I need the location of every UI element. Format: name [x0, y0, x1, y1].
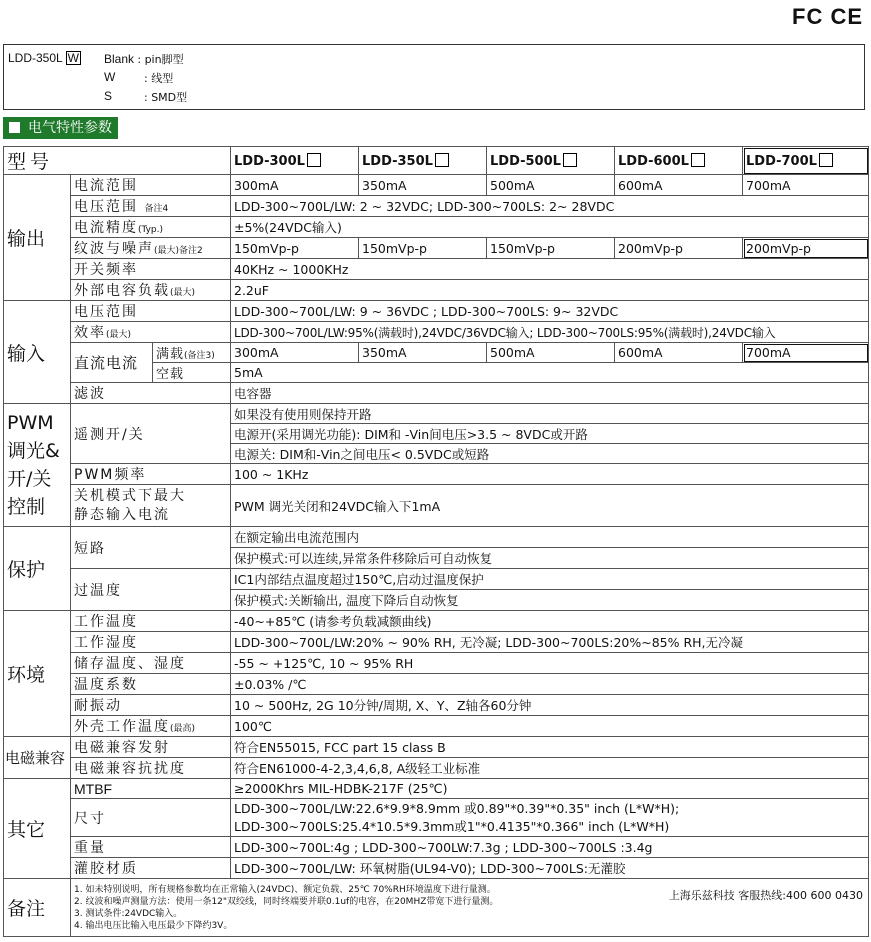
cell: LDD-300~700L:4g ; LDD-300~700LW:7.3g ; LDD-300~700LS :3.4g — [231, 837, 869, 858]
cell: 保护模式:关断输出, 温度下降后自动恢复 — [231, 590, 869, 611]
cell: 500mA — [487, 175, 615, 196]
row-label-line: 关机模式下最大 — [74, 487, 186, 504]
row-label-text: 外部电容负载 — [74, 283, 170, 299]
row-label-text: 外壳工作温度 — [74, 719, 170, 735]
table-row — [4, 799, 869, 837]
table-row — [4, 569, 869, 590]
row-label — [71, 280, 231, 301]
option-desc: : SMD型 — [144, 91, 188, 104]
model-col-600 — [615, 147, 743, 175]
checkbox-icon — [307, 153, 321, 167]
cell: 2.2uF — [231, 280, 869, 301]
table-row — [4, 196, 869, 217]
spec-table — [3, 146, 869, 937]
note-line: 1. 如未特别说明，所有规格参数均在正常输入(24VDC)、额定负载、25℃ 70%RH环境温度下进行量测。 — [74, 884, 496, 895]
row-note: (最大)备注2 — [154, 246, 203, 256]
cell: 保护模式:可以连续,异常条件移除后可自动恢复 — [231, 548, 869, 569]
row-label: 尺寸 — [71, 799, 231, 837]
row-label — [71, 196, 231, 217]
category-pwm — [4, 404, 71, 527]
cell: 150mVp-p — [487, 238, 615, 259]
row-label: 电磁兼容抗扰度 — [71, 758, 231, 779]
cell: 电源关: DIM和-Vin之间电压< 0.5VDC或短路 — [231, 444, 869, 464]
table-row — [4, 280, 869, 301]
row-label: 重量 — [71, 837, 231, 858]
cell: 350mA — [359, 175, 487, 196]
option-w — [104, 70, 115, 84]
cell: 700mA — [743, 343, 869, 363]
category-input: 输入 — [4, 301, 71, 404]
table-row — [4, 322, 869, 343]
row-label: 温度系数 — [71, 674, 231, 695]
model-col-350 — [359, 147, 487, 175]
cell: 符合EN61000-4-2,3,4,6,8, A级轻工业标准 — [231, 758, 869, 779]
table-row — [4, 716, 869, 737]
table-row — [4, 779, 869, 799]
header-row — [4, 147, 869, 175]
cell: 电容器 — [231, 383, 869, 404]
cell: LDD-300~700L/LW:95%(满载时),24VDC/36VDC输入; LDD-300~700LS:95%(满载时),24VDC输入 — [231, 322, 869, 343]
category-line: PWM — [7, 412, 54, 434]
row-label-text: 效率 — [74, 325, 106, 341]
cell: PWM 调光关闭和24VDC输入下1mA — [231, 485, 869, 527]
cell: LDD-300~700L/LW: 9 ~ 36VDC ; LDD-300~700LS: 9~ 32VDC — [231, 301, 869, 322]
checkbox-icon — [691, 153, 705, 167]
cell: 200mVp-p — [743, 238, 869, 259]
table-row — [4, 858, 869, 879]
row-label: 过温度 — [71, 569, 231, 611]
row-label: PWM频率 — [71, 464, 231, 485]
option-blank — [104, 51, 184, 67]
row-note: (最大) — [106, 330, 132, 340]
row-note: (Typ.) — [138, 225, 164, 235]
row-note: (最大) — [170, 288, 196, 298]
option-code: Blank — [104, 52, 135, 66]
model-suffix-box: W — [67, 51, 79, 65]
cell: ≥2000Khrs MIL-HDBK-217F (25℃) — [231, 779, 869, 799]
model-name: LDD-350L — [8, 51, 63, 65]
table-row — [4, 485, 869, 527]
category-notes: 备注 — [4, 879, 71, 937]
row-label: 遥测开/关 — [71, 404, 231, 464]
cell: 500mA — [487, 343, 615, 363]
cell: 600mA — [615, 175, 743, 196]
cell-line: LDD-300~700LS:25.4*10.5*9.3mm或1"*0.4135"*0.366" inch (L*W*H) — [234, 818, 670, 834]
model-options-box — [3, 44, 865, 110]
row-label-text: 纹波与噪声 — [74, 241, 154, 257]
model-col-text: LDD-500L — [490, 153, 561, 169]
cell: 40KHz ~ 1000KHz — [231, 259, 869, 280]
cell: -55 ~ +125℃, 10 ~ 95% RH — [231, 653, 869, 674]
row-note: (最高) — [170, 724, 196, 734]
cell: 600mA — [615, 343, 743, 363]
option-w-desc — [144, 70, 173, 86]
cell: 350mA — [359, 343, 487, 363]
table-row — [4, 238, 869, 259]
cell-line: LDD-300~700L/LW:22.6*9.9*8.9mm 或0.89"*0.39"*0.35" inch (L*W*H); — [234, 800, 680, 816]
cell: ±5%(24VDC输入) — [231, 217, 869, 238]
table-row — [4, 653, 869, 674]
cell: 100℃ — [231, 716, 869, 737]
section-title — [3, 117, 118, 139]
row-sublabel — [153, 343, 231, 363]
row-label — [71, 238, 231, 259]
table-row — [4, 632, 869, 653]
table-row — [4, 611, 869, 632]
cell: 10 ~ 500Hz, 2G 10分钟/周期, X、Y、Z轴各60分钟 — [231, 695, 869, 716]
cell: 如果没有使用则保持开路 — [231, 404, 869, 424]
cell: 700mA — [743, 175, 869, 196]
model-col-300 — [231, 147, 359, 175]
table-row — [4, 737, 869, 758]
option-s — [104, 89, 112, 103]
model-label: 型号 — [4, 147, 231, 175]
cell: 300mA — [231, 343, 359, 363]
table-row — [4, 758, 869, 779]
model-col-500 — [487, 147, 615, 175]
row-label: MTBF — [71, 779, 231, 799]
cell: 150mVp-p — [231, 238, 359, 259]
row-label-text: 满载 — [156, 347, 185, 362]
cell: 在额定输出电流范围内 — [231, 527, 869, 548]
cell: IC1内部结点温度超过150℃,启动过温度保护 — [231, 569, 869, 590]
row-label: 电压范围 — [71, 301, 231, 322]
model-col-text: LDD-700L — [746, 153, 817, 169]
row-label: 工作湿度 — [71, 632, 231, 653]
certification-logo: FC CE — [792, 4, 863, 29]
row-note: (备注3) — [184, 351, 215, 361]
row-label — [71, 716, 231, 737]
model-row-1 — [8, 51, 81, 65]
row-label: 短路 — [71, 527, 231, 569]
section-title-text: 电气特性参数 — [28, 120, 112, 136]
row-sublabel: 空载 — [153, 363, 231, 383]
option-code: S — [104, 89, 113, 103]
model-col-text: LDD-600L — [618, 153, 689, 169]
hotline-text: 上海乐兹科技 客服热线:400 600 0430 — [668, 889, 863, 902]
table-row — [4, 259, 869, 280]
row-label: 耐振动 — [71, 695, 231, 716]
row-label: 开关频率 — [71, 259, 231, 280]
cell: 电源开(采用调光功能): DIM和 -Vin间电压>3.5 ~ 8VDC或开路 — [231, 424, 869, 444]
model-col-700 — [743, 147, 869, 175]
cell: 5mA — [231, 363, 869, 383]
cell: 150mVp-p — [359, 238, 487, 259]
note-line: 4. 输出电压比输入电压最少下降约3V。 — [74, 920, 233, 931]
row-label — [71, 485, 231, 527]
row-label — [71, 217, 231, 238]
cell: 100 ~ 1KHz — [231, 464, 869, 485]
option-code: W — [104, 70, 116, 84]
table-row — [4, 301, 869, 322]
category-output: 输出 — [4, 175, 71, 301]
square-icon — [9, 122, 20, 133]
row-label-text: 电流精度 — [74, 220, 138, 236]
note-line: 3. 测试条件:24VDC输入。 — [74, 908, 183, 919]
table-row — [4, 175, 869, 196]
cell: ±0.03% /℃ — [231, 674, 869, 695]
row-label: 储存温度、湿度 — [71, 653, 231, 674]
table-row — [4, 217, 869, 238]
checkbox-icon — [819, 153, 833, 167]
table-row — [4, 695, 869, 716]
table-row — [4, 464, 869, 485]
row-label: 电磁兼容发射 — [71, 737, 231, 758]
checkbox-icon — [563, 153, 577, 167]
table-row — [4, 404, 869, 424]
row-label — [71, 322, 231, 343]
cell: LDD-300~700L/LW: 环氧树脂(UL94-V0); LDD-300~700LS:无灌胶 — [231, 858, 869, 879]
row-label-line: 静态输入电流 — [74, 506, 170, 523]
row-label: 灌胶材质 — [71, 858, 231, 879]
row-label: 工作温度 — [71, 611, 231, 632]
option-s-desc — [144, 89, 187, 105]
category-line: 调光& — [7, 440, 60, 462]
row-note: 备注4 — [144, 204, 169, 214]
note-line: 2. 纹波和噪声测量方法：使用一条12"双绞线，同时终端要并联0.1uf的电容，在20MHZ带宽下进行量测。 — [74, 896, 499, 907]
cell — [231, 799, 869, 837]
cell: LDD-300~700L/LW:20% ~ 90% RH, 无冷凝; LDD-300~700LS:20%~85% RH,无冷凝 — [231, 632, 869, 653]
cell: 符合EN55015, FCC part 15 class B — [231, 737, 869, 758]
option-desc: : 线型 — [144, 72, 174, 85]
cell: 300mA — [231, 175, 359, 196]
table-row — [4, 527, 869, 548]
category-env: 环境 — [4, 611, 71, 737]
model-col-text: LDD-350L — [362, 153, 433, 169]
checkbox-icon — [435, 153, 449, 167]
category-other: 其它 — [4, 779, 71, 879]
row-label: 滤波 — [71, 383, 231, 404]
table-row — [4, 674, 869, 695]
cell: LDD-300~700L/LW: 2 ~ 32VDC; LDD-300~700LS: 2~ 28VDC — [231, 196, 869, 217]
category-protect: 保护 — [4, 527, 71, 611]
table-row — [4, 383, 869, 404]
row-label: 电流范围 — [71, 175, 231, 196]
table-row — [4, 837, 869, 858]
row-label-text: 电压范围 — [74, 199, 138, 215]
model-col-text: LDD-300L — [234, 153, 305, 169]
table-row — [4, 343, 869, 363]
category-line: 控制 — [7, 496, 46, 518]
category-emc: 电磁兼容 — [4, 737, 71, 779]
cell: -40~+85℃ (请参考负载减额曲线) — [231, 611, 869, 632]
row-label: 直流电流 — [71, 343, 153, 383]
cell: 200mVp-p — [615, 238, 743, 259]
option-desc: : pin脚型 — [137, 53, 184, 66]
category-line: 开/关 — [7, 468, 52, 490]
